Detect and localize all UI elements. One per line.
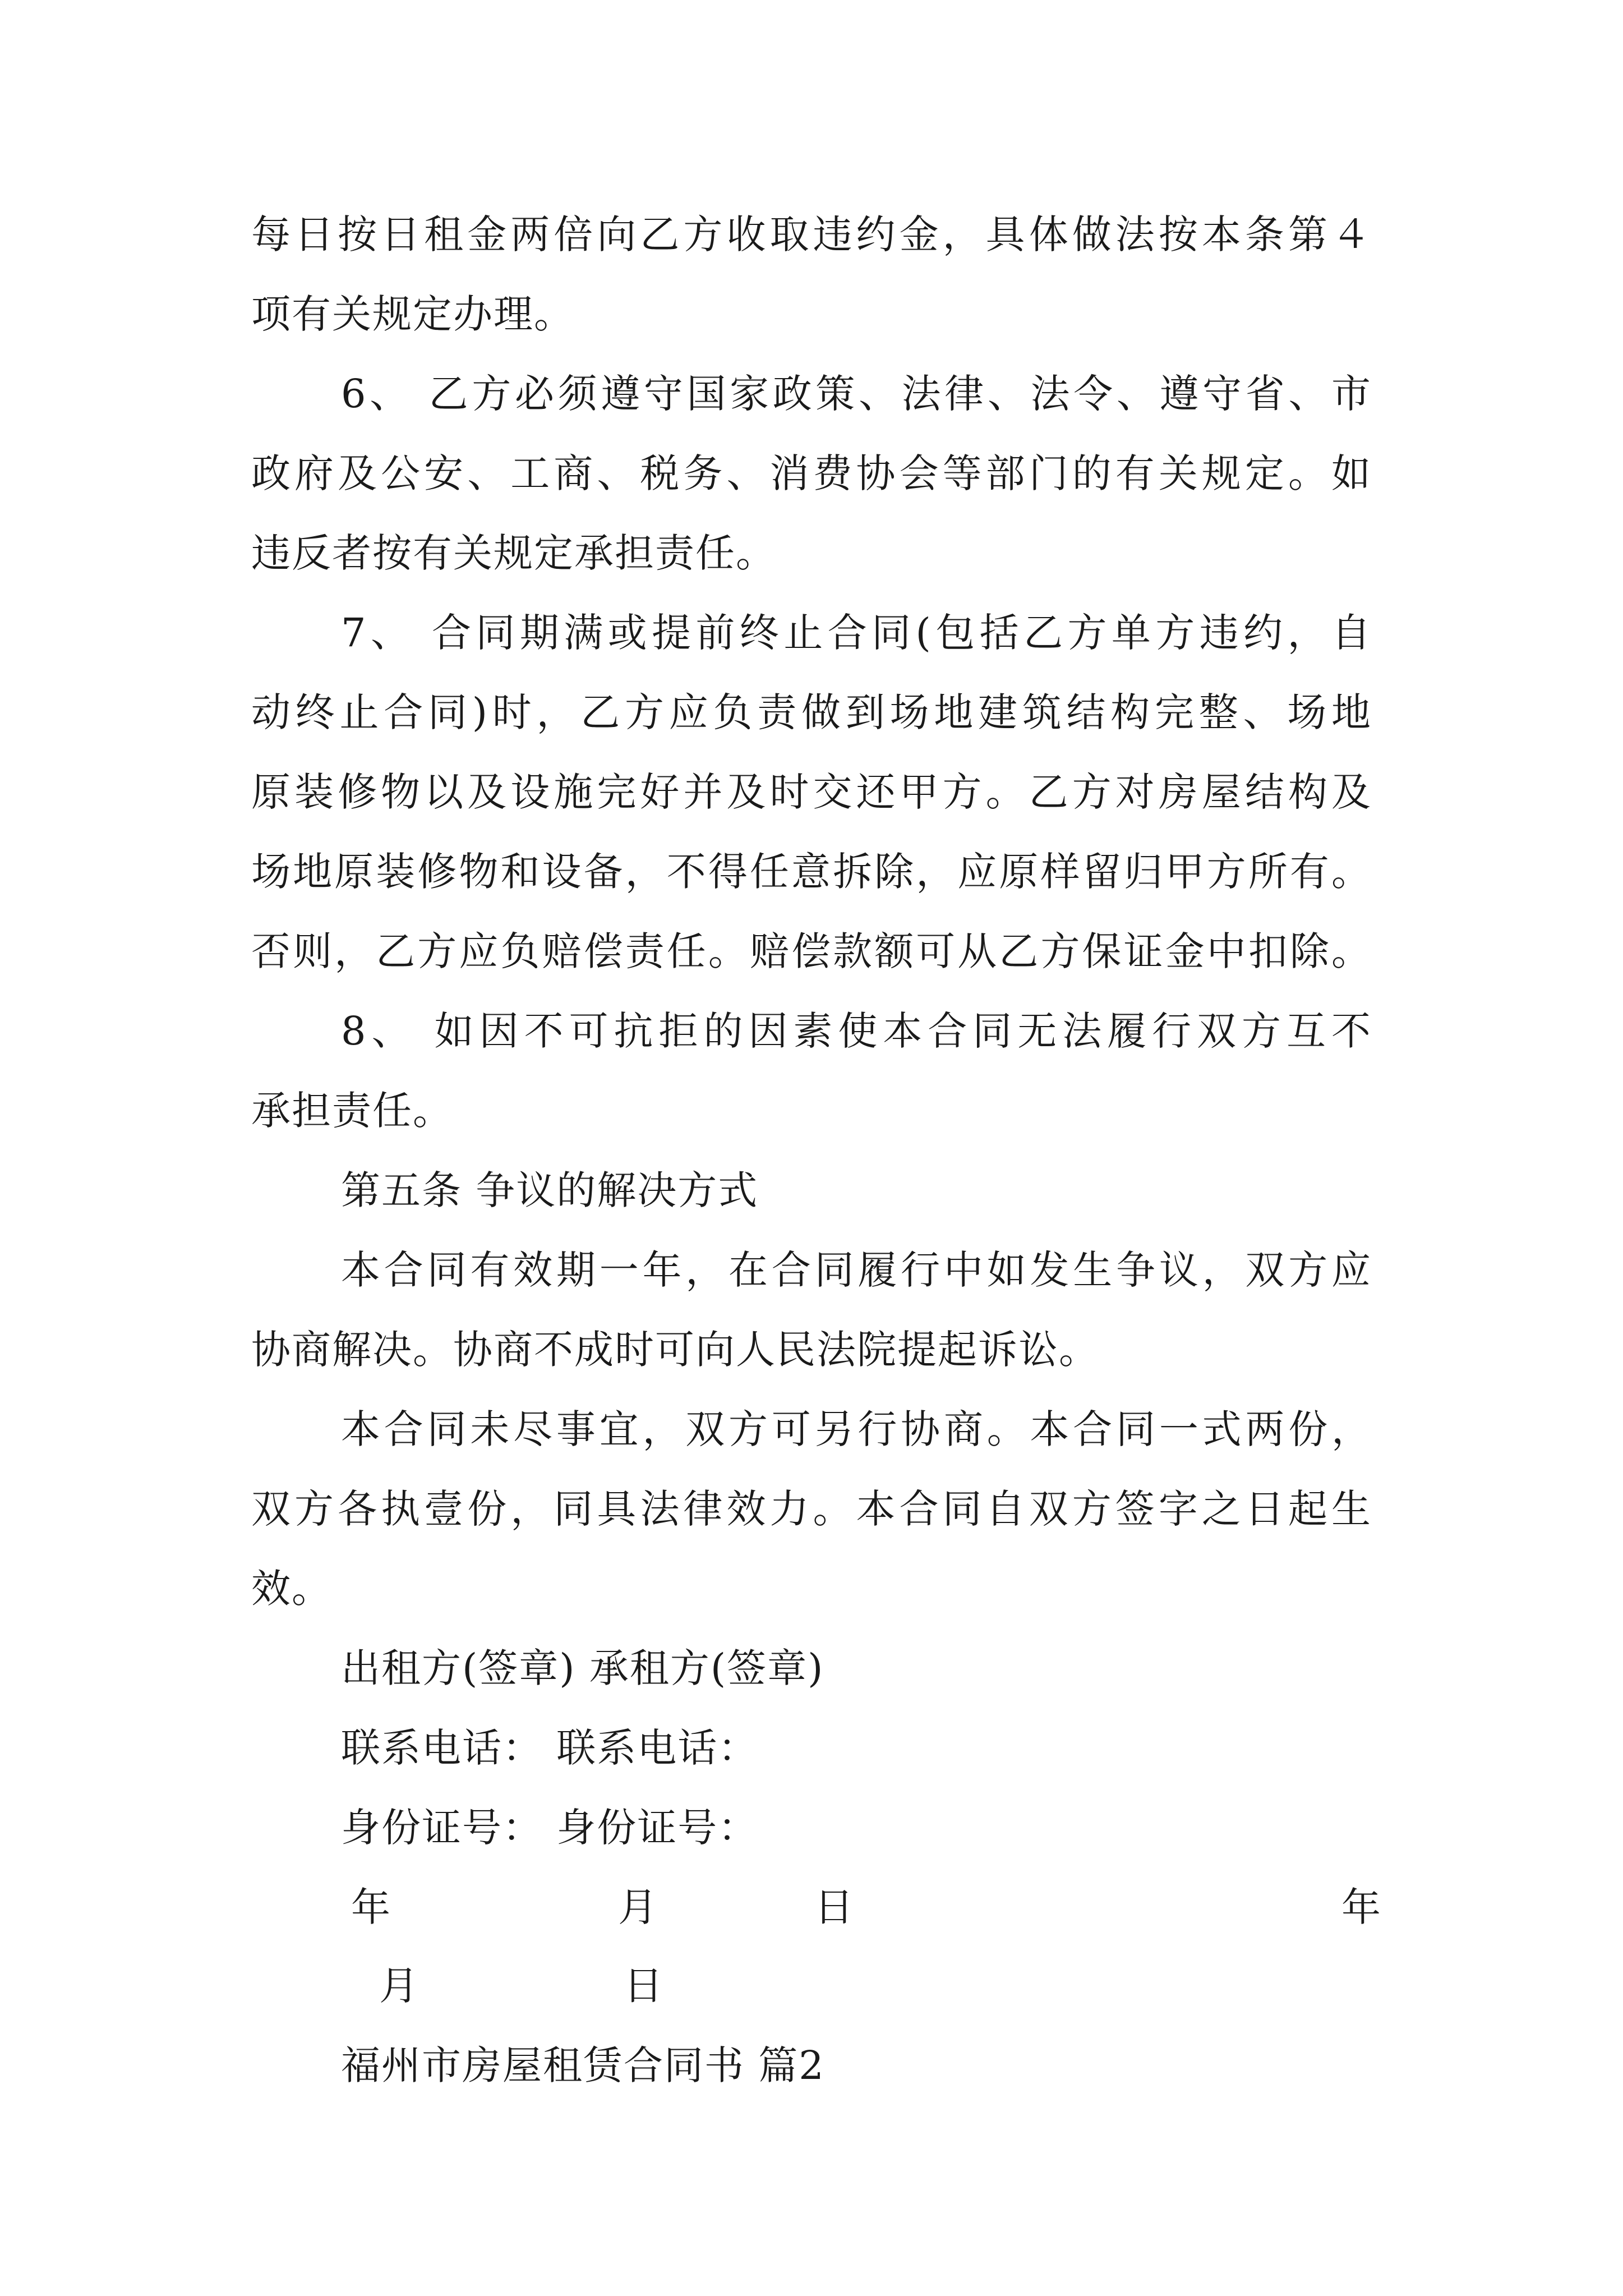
body-line: 效。 — [251, 1566, 332, 1612]
phone-line: 联系电话： 联系电话： — [341, 1725, 759, 1771]
body-line: 动终止合同)时，乙方应负责做到场地建筑结构完整、场地 — [251, 689, 1372, 735]
date-year: 年 — [351, 1884, 390, 1930]
body-line: 本合同未尽事宜，双方可另行协商。本合同一式两份， — [341, 1406, 1372, 1452]
body-line: 本合同有效期一年，在合同履行中如发生争议，双方应 — [341, 1247, 1372, 1293]
section-heading: 第五条 争议的解决方式 — [341, 1167, 759, 1213]
body-line: 违反者按有关规定承担责任。 — [251, 530, 776, 576]
next-section-title: 福州市房屋租赁合同书 篇2 — [341, 2042, 825, 2088]
clause-6-line: 6、 乙方必须遵守国家政策、法律、法令、遵守省、市 — [341, 371, 1372, 417]
date-day-2: 日 — [624, 1963, 663, 2009]
clause-8-line: 8、 如因不可抗拒的因素使本合同无法履行双方互不 — [341, 1008, 1372, 1054]
date-year-2: 年 — [1341, 1884, 1381, 1930]
body-line: 双方各执壹份，同具法律效力。本合同自双方签字之日起生 — [251, 1486, 1372, 1532]
body-line: 否则，乙方应负赔偿责任。赔偿款额可从乙方保证金中扣除。 — [251, 928, 1372, 974]
clause-7-line: 7、 合同期满或提前终止合同(包括乙方单方违约，自 — [341, 610, 1372, 656]
body-line: 承担责任。 — [251, 1088, 453, 1134]
date-month: 月 — [618, 1884, 657, 1930]
body-line: 项有关规定办理。 — [251, 291, 574, 337]
date-day: 日 — [814, 1884, 854, 1930]
body-line: 原装修物以及设施完好并及时交还甲方。乙方对房屋结构及 — [251, 769, 1372, 815]
signature-line: 出租方(签章) 承租方(签章) — [341, 1645, 824, 1691]
body-line: 场地原装修物和设备，不得任意拆除，应原样留归甲方所有。 — [251, 849, 1372, 895]
date-month-2: 月 — [379, 1963, 418, 2009]
body-line: 协商解决。协商不成时可向人民法院提起诉讼。 — [251, 1327, 1099, 1373]
body-line: 每日按日租金两倍向乙方收取违约金，具体做法按本条第４ — [251, 211, 1372, 257]
body-line: 政府及公安、工商、税务、消费协会等部门的有关规定。如 — [251, 450, 1372, 496]
id-number-line: 身份证号： 身份证号： — [341, 1805, 759, 1851]
